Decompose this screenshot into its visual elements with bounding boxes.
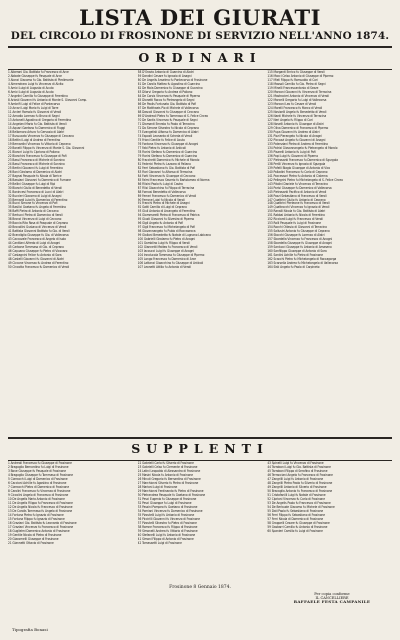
juror-entry: 11 De Angelis Filippo fu Francesco di Frosinone [8, 500, 73, 505]
juror-entry: 149 Quattrocchi Vincenzo fu Ignazio di Veroli [267, 205, 330, 210]
juror-entry: 105 Longo Francesco fu Domenico di Arce [137, 257, 197, 262]
juror-entry: 97 Gigli Francesco fu Michelangelo di Pofi [137, 225, 196, 230]
footer-date: Frosinone 8 Gennaio 1874. [169, 585, 231, 590]
juror-entry: 33 Bernardi Luigi fu Domenico di Ferentino [8, 197, 68, 202]
juror-entry: 28 Bassiani Giovanni fu Domenico di Fumone [8, 177, 71, 182]
juror-entry: 159 Santucci Giuseppe fu Antonio di Amaseno [267, 245, 332, 250]
juror-entry: 1 Alberoni Gio. Battista fu Francesco di Arce [8, 70, 69, 74]
juror-entry: 160 Sanfilippo Giuseppe di Antonio di Sora [267, 249, 327, 254]
juror-entry: 89 Ferrari Francesco fu Domenico di Veroli [137, 193, 197, 198]
juror-entry: 45 Carbone Tommaso di Gio. di Ceprano [8, 245, 64, 250]
juror-entry: 124 Morelli Francesco fu Marco di Veroli [267, 105, 323, 110]
juror-entry: 121 Mastrocieri Antonio di Vincenzo di Veroli [267, 93, 329, 98]
juror-entry: 16 Bellomoro Arturo fu Gervasio di Alatri [8, 129, 65, 134]
juror-entry: 44 Cantilani Alfredo di Luigi di Anagni [8, 241, 61, 246]
juror-entry: 36 Baffi Pietro di Antonio di Ceccano [8, 209, 59, 214]
ordinari-column [8, 70, 133, 269]
juror-entry: 54 De Berlaude Giacomo fu Michele di Frosinone [267, 504, 335, 509]
copy-note: Per copia conforme [314, 592, 350, 596]
juror-entry: 27 Marchionni Silverio fu Pietro di Frosinone [137, 480, 199, 485]
juror-entry: 140 Palladini Francesco fu Carlo di Ceprano [267, 169, 328, 174]
juror-entry: 59 Dandini Cesare fu Ignazio di Anagni [137, 73, 192, 78]
juror-entry: 88 Fornasi Benedetto di Vallecorsa [137, 189, 186, 194]
juror-entry: 42 Brandiglio Giuseppe fu Gio. di Vallecorsa [8, 233, 69, 238]
supplenti-column [8, 461, 133, 545]
juror-entry: 6 Amici Luigi di Augusto di Acuto [8, 89, 54, 94]
juror-entry: 31 Pesci Eugenio fu Giuseppe di Frosinone [137, 496, 197, 501]
juror-entry: 11 Arcieri Romolo fu Giovanni di Veroli [8, 109, 62, 114]
juror-entry: 2 Abbate Giuseppe fu Pasquale di Arce [8, 73, 62, 78]
juror-entry: 93 Giuli Antonio di Arcangelo di Ferentino [137, 209, 196, 214]
juror-entry: 32 Buccieri Giacomo di Luigi di Anagni [8, 193, 62, 198]
juror-entry: 158 Sbardella Giuseppe fu Giuseppe di Anagni [267, 241, 332, 246]
ordinari-column [267, 70, 392, 269]
juror-entry: 8 Ariosti Giovanni fu Antonio di Monte S. Giovanni Camp. [8, 97, 88, 102]
juror-entry: 60 De Angelis Anselmo fu Pontecorvo di Frosinone [137, 77, 208, 82]
juror-entry: 163 Scarsella Andrea fu Michelangelo di Vallecorsa [267, 261, 338, 266]
section-heading-supplenti: SUPPLENTI [131, 441, 269, 456]
section-heading-ordinari: ORDINARI [138, 50, 262, 65]
juror-entry: 70 De Santis Vincenzo fu Pasquale di Segni [137, 117, 198, 122]
juror-entry: 19 Bernardini Vincenzo fu Vittorio di Ceprano [8, 141, 71, 146]
juror-entry: 41 Battista Giovanni Battista fu Gio. di Veroli [8, 229, 70, 234]
juror-entry: 84 Forti Vincenzo fu Giuseppe di Ceccano [137, 173, 196, 178]
juror-entry: 14 Fortuna Pietro fu Ignazio di Frosinone [8, 512, 64, 517]
juror-entry: 49 Ciccone Vincenzo fu Andrea di Ferentino [8, 261, 69, 266]
juror-entry: 5 Amici Luigi di Augusto di Acuto [8, 85, 54, 90]
juror-entry: 123 Marconi Leo fu Cesare di Veroli [267, 101, 317, 106]
juror-entry: 15 Aquari Gaetano fu Domenico di Fiuggi [8, 125, 66, 130]
juror-entry: 45 Tarroboni Filippo di Serafino di Frosinone [267, 468, 328, 473]
juror-entry: 25 Bertini Giovanni fu Luigi di Ferentino [8, 165, 63, 170]
juror-entry: 41 Simoni Filippo di Antonio di Frosinone [137, 536, 194, 541]
juror-entry: 7 Ciarrocchi Pietro di Domenico di Frosinone [8, 484, 70, 489]
juror-entry: 35 Pizzutelli Luigi fu Antonio di Frosinone [137, 512, 195, 517]
juror-entry: 66 De Paolis Fortunato Gio. Battista di Pofi [137, 101, 197, 106]
juror-entry: 134 Patrizi Giovannangelo fu Pietrangelo di Morolo [267, 145, 338, 150]
juror-entry: 75 Frioni Gentile fu Felice di Acuto [137, 137, 185, 142]
signer-name: RAFFAELE FESTA CAMPANILE [293, 599, 371, 605]
juror-entry: 80 Fracchetti Domenico fu Michele di Morolo [137, 157, 200, 162]
juror-entry: 133 Potenziani Pietro di Andrea di Ferentino [267, 141, 328, 146]
juror-entry: 23 Gabrielli Celso fu Clemente di Frosinone [137, 464, 198, 469]
juror-entry: 141 Paccessori Pietro fu Antonio di Cisterna [267, 173, 328, 178]
juror-entry: 34 Bucci Simone fu Vincenzo di Pofi [8, 201, 58, 206]
juror-entry: 4 Almendraro Luigi fu Vincenzo di Alvito [8, 81, 64, 86]
juror-entry: 155 Sallustri Antonio fu Giuseppe di Ceprano [267, 229, 330, 234]
juror-entry: 25 Masini Nicola fu Antonio di Frosinone [137, 472, 193, 477]
juror-entry: 156 Stocchi Giuseppe fu Lorenzo di Alatri [267, 233, 325, 238]
juror-entry: 120 Marconi Giovanni fu Vincenzo di Terracina [267, 89, 332, 94]
footer [8, 592, 392, 605]
juror-entry: 104 Innalucola Tommaso fu Giuseppe di Piperno [137, 253, 205, 258]
juror-entry: 117 Mieli Filippo fu Romualdo di Cori [267, 77, 318, 82]
printer-note: Tipografia Bonasi [12, 627, 48, 632]
page-title: LISTA DEI GIURATI [79, 5, 321, 30]
supplenti-column [138, 461, 263, 545]
juror-entry: 36 Piccirilli Giovanni fu Vincenzo di Frosinone [137, 516, 200, 521]
juror-entry: 146 Pozzi Sebastiano di Francesco di Veroli [267, 193, 327, 198]
juror-entry: 7 Angelini Camillo fu Giuseppe di Ferentino [8, 93, 68, 98]
juror-entry: 26 Minuti Gregorio fu Bernardino di Frosinone [137, 476, 201, 481]
juror-entry: 35 Basilici Gaetano fu Angelo di Ferentino [8, 205, 66, 210]
page-subtitle: DEL CIRCOLO DI FROSINONE DI SERVIZIO NELL'ANNO 1874. [10, 30, 390, 42]
juror-entry: 18 Bettini Luigi di Andrea di Ferentino [8, 137, 61, 142]
juror-entry: 151 Rabbai Antonio fu Nicola di Ferentino [267, 213, 325, 218]
juror-entry: 127 Neri Angelo fu Filippo di Cori [267, 117, 313, 122]
juror-entry: 12 Amadio Lorenzo fu Bruno di Segni [8, 113, 60, 118]
juror-entry: 135 Pisarelli Antonio fu Luigi di Pofi [267, 149, 316, 154]
juror-entry: 42 Tomassetti Luigi di Frosinone [137, 540, 182, 545]
juror-entry: 130 Pupa Giovanni fu Andrea di Alatri [267, 129, 320, 134]
juror-entry: 17 Graziani Vincenzo fu Francesco di Frosinone [8, 524, 74, 529]
juror-entry: 61 De Carolis Matteo fu Agostino di Guarcino [137, 81, 200, 86]
juror-entry: 150 Ranalli Nicola fu Gio. Battista di Alatri [267, 209, 326, 214]
juror-entry: 40 Stefanelli Luigi fu Antonio di Frosinone [137, 532, 196, 537]
juror-entry: 162 Scacchi Pietro fu Michelangelo di Roccagorga [267, 257, 337, 262]
juror-entry: 15 Fortuna Filippo fu Ignazio di Frosinone [8, 516, 65, 521]
juror-entry: 38 Romne Francesco fu Filippo di Frosinone [137, 524, 198, 529]
juror-entry: 153 Rolli Pasquale fu Luigi di Frosinone [267, 221, 322, 226]
juror-entry: 23 Bassi Francesco di Michele di Sonnino [8, 157, 65, 162]
juror-entry: 47 Castagnini Felice fu Antonio di Sora [8, 253, 62, 258]
juror-entry: 37 Bertucci Pietro di Domenico di Veroli [8, 213, 63, 218]
juror-entry: 102 Giannetti Matteo fu Francesco di Veroli [137, 245, 198, 250]
juror-entry: 34 Pomiani Vincenzo fu Domenico di Frosinone [137, 508, 203, 513]
juror-entry: 4 Bragaglia Giuseppe fu Tommaso di Frosinone [8, 472, 73, 477]
juror-entry: 49 Zangrilli Antonio di Silverio di Frosinone [267, 484, 327, 489]
juror-entry: 24 Latini Leopoldo di Alessandro di Frosinone [137, 468, 201, 473]
juror-entry: 9 Ambrifi Luigi di Felice di Pontecorvo [8, 101, 60, 106]
supplenti-column [267, 461, 392, 545]
juror-entry: 129 Oliva Domenico di Francesco di Piperno [267, 125, 329, 130]
supplenti-list [8, 461, 392, 583]
juror-entry: 37 Pizzutelli Silvestro fu Pietro di Frosinone [137, 520, 197, 525]
juror-entry: 13 De Carolis Tommaso fu Angelo di Frosinone [8, 508, 73, 513]
juror-entry: 60 Spanieri Camillo fu Luigi di Frosinone [267, 528, 323, 533]
juror-entry: 52 Cipriani Vincenzo fu Carlo di Frosinone [267, 496, 325, 501]
juror-entry: 85 Falmi Francesco Saverio fu Bartolomeo di Norma [137, 177, 210, 182]
juror-entry: 132 Piccozzi Angelo fu Giovanni di Anagni [267, 137, 326, 142]
juror-entry: 27 Bagnai Pasquale fu Nicola di Torrice [8, 173, 62, 178]
juror-entry: 161 Santini Achille fu Pietro di Frosinone [267, 253, 323, 258]
juror-entry: 116 Mocci Celso Antonio di Giuseppe di Piperno [267, 73, 334, 78]
juror-entry: 46 Terracciani Angelo fu Francesco di Frosinone [267, 472, 333, 477]
juror-entry: 81 Federici Pietro fu Lazzaro di Paliano [137, 161, 191, 166]
juror-entry: 38 Bronzi Vincenzo di Luigi di Ceccano [8, 217, 62, 222]
juror-entry: 13 Antonelli Agostino di Gregorio di Ferentino [8, 117, 72, 122]
signer-title: IL CANCELLIERE [315, 596, 349, 601]
juror-entry: 77 Fabi Pietro fu Antonio di Anticoli [137, 145, 186, 150]
juror-entry: 43 Caccavale Francesco di Angelo di Isola [8, 237, 66, 242]
juror-entry: 47 Zangrilli Luigi fu Antonio di Frosinone [267, 476, 324, 481]
juror-entry: 71 Diamanti Ernesto fu Paolo di Terracina [137, 121, 195, 126]
juror-entry: 152 Ricciardi Luigi fu Francesco di Veroli [267, 217, 323, 222]
juror-entry: 138 Perilli Vincenzo fu Ignazio di Sgurgola [267, 161, 326, 166]
supplenti-columns [8, 461, 392, 545]
divider [8, 46, 392, 48]
juror-entry: 39 Boccia Rita Rosa di Pasquale di Ceprano [8, 221, 69, 226]
juror-entry: 58 Grappelli Cesare fu Giuseppe di Frosinone [267, 520, 330, 525]
juror-entry: 26 Boni Girolamo di Domenico di Alatri [8, 169, 62, 174]
juror-entry: 31 Bonincesi Francesco di Lucci di Alatri [8, 189, 64, 194]
juror-entry: 20 Bonelli Filippo fu Vincenzo di Monte S. Gio. Giovanni [8, 145, 85, 150]
juror-entry: 10 Arcari Luigi Mario fu Luigi di Torre [8, 105, 59, 110]
juror-entry: 6 Caccioni Achille fu Agostino di Frosinone [8, 480, 67, 485]
juror-entry: 10 De Angelis Maria Antonio di Frosinone [8, 496, 65, 501]
juror-entry: 94 Giommarelli Pietro di Francesco di Patrica [137, 213, 200, 218]
juror-entry: 144 Parisi Giuseppe fu Domenico di Vallecorsa [267, 185, 332, 190]
juror-entry: 72 Do Simone Silvestro fu Nicola di Ceprano [137, 125, 199, 130]
juror-entry: 43 Spinelli Luigi fu Vincenzo di Frosinone [267, 461, 324, 465]
juror-entry: 3 Bove Giuseppe fu Pasquale di Frosinone [8, 468, 66, 473]
juror-entry: 92 Gatti Camillo di Luigi di Ceprano [137, 205, 187, 210]
juror-entry: 2 Bragaglia Bernardino fu Luigi di Frosinone [8, 464, 69, 469]
juror-entry: 32 Pesci Giuseppe fu Luigi di Frosinone [137, 500, 192, 505]
juror-entry: 48 Castelli Giovanni fu Giovanni di Alatri [8, 257, 64, 262]
divider [8, 437, 392, 439]
juror-entry: 96 Gigli Angelo fu Antonio di Pofi [137, 221, 184, 226]
juror-entry: 55 Dati Paolo fu Sebastiano di Frosinone [267, 508, 324, 513]
juror-entry: 44 Tarroboni Luigi fu Gio. Battista di Frosinone [267, 464, 331, 469]
juror-entry: 28 Mariani Luigi di Frosinone [137, 484, 178, 489]
juror-entry: 99 Gialloni Benedetto fu Natale di Lugnano Labicano [137, 233, 211, 238]
juror-entry: 19 Gentile Nicola di Pietro di Frosinone [8, 532, 62, 537]
juror-entry: 139 Pofelli Biagio Giuseppe di Antonio di Vico [267, 165, 331, 170]
juror-entry: 46 Capuano Giuseppe fu Pietro di Vicovaro [8, 249, 68, 254]
juror-entry: 115 Morganti Enrico fu Giuseppe di Veroli [267, 70, 325, 74]
juror-entry: 33 Passini Pompeo fu Gaetano di Frosinone [137, 504, 198, 509]
juror-entry: 63 Dilorvi Gregorio fu Andrea di Paliano [137, 89, 193, 94]
juror-entry: 58 D'Orazio Antonio di Guarcino di Alatri [137, 70, 194, 74]
juror-entry: 29 Marchionni Ferdinando fu Pietro di Frosinone [137, 488, 204, 493]
juror-entry: 24 Bassi Francesco di Michele di Sonnino [8, 161, 65, 166]
signature-block [272, 592, 392, 605]
ordinari-column [138, 70, 263, 269]
juror-entry: 30 Pietrandrea Pasquale fu Gaetano di Frosinone [137, 492, 206, 497]
juror-entry: 83 Fiori Giovanni fu Alfonso di Terracina [137, 169, 193, 174]
juror-entry: 125 Noviselli Angelo fu Benedetto di Veroli [267, 109, 327, 114]
juror-entry: 29 Bellini Giuseppe fu Luigi di Ripi [8, 181, 56, 186]
juror-entry: 142 Pellegrini Pietro fu Michelangelo di S. Felice Circeo [267, 177, 343, 182]
juror-entry: 16 Graziani Gio. Battista fu Leonardo di Frosinone [8, 520, 77, 525]
juror-entry: 56 Ferri Filippo fu Sebastiano di Frosinone [267, 512, 325, 517]
juror-entry: 5 Ciarrocchi Luigi di Domenico di Frosinone [8, 476, 68, 481]
juror-entry: 147 Quattrini Giulio fu Antonio di Ceprano [267, 197, 326, 202]
juror-entry: 30 Bianchi Giulio di Benedetto di Veroli [8, 185, 62, 190]
juror-entry: 87 Filisi Gioacchino fu Filippo di Terracina [137, 185, 195, 190]
juror-entry: 8 Carolini Francesco fu Vincenzo di Frosinone [8, 488, 71, 493]
juror-entry: 100 Gabrielli Girolamo fu Pietro di Anagni [137, 237, 196, 242]
juror-entry: 148 Quattrini Pierleone fu Francesco di Veroli [267, 201, 330, 206]
juror-entry: 74 Esposti Leonardo di Scheda di Veroli [137, 133, 193, 138]
juror-entry: 90 Ferrone Luigi fu Nicola di Veroli [137, 197, 185, 202]
juror-entry: 128 Novelli Antonio fu Giuseppe di Alatri [267, 121, 324, 126]
juror-entry: 164 Sisti Angelo fu Paolo di Carpineto [267, 265, 320, 270]
juror-entry: 145 Pietrosanti Pacifico di Antonio di Veroli [267, 189, 327, 194]
juror-entry: 86 Filisini Paolo fu Luigi di Castro [137, 181, 183, 186]
juror-entry: 126 Nardi Michele fu Vincenzo di Terracina [267, 113, 327, 118]
juror-entry: 1 Andreoli Francesco fu Giuseppe di Frosinone [8, 461, 72, 465]
juror-entry: 79 Fiorini Stefano fu Domenico di Guarcino [137, 153, 198, 158]
juror-entry: 122 Marcelli Gregorio fu Luigi di Vallecorsa [267, 97, 327, 102]
juror-entry: 12 De Angelis Nicola fu Francesco di Frosinone [8, 504, 73, 509]
juror-entry: 101 Gamblino Luigi fu Filippo di Veroli [137, 241, 190, 246]
juror-entry: 53 De Angelis Paolo fu Francesco di Frosinone [267, 500, 331, 505]
juror-entry: 48 Zangrilli Pietro Paolo fu Silverio di Frosinone [267, 480, 333, 485]
juror-entry: 119 Minelli Francescantonio di Sezze [267, 85, 319, 90]
juror-entry: 40 Brovollini Gustavo di Vincenzo di Veroli [8, 225, 67, 230]
juror-entry: 118 Massoli Camillo fu Gio. Pietro di Segni [267, 81, 326, 86]
juror-entry: 50 Bracaglia Antonio fu Francesco di Frosinone [267, 488, 333, 493]
juror-entry: 64 De Corsis Vincenzo fu Pasquale di Piperno [137, 93, 201, 98]
juror-entry: 106 Lattanzi Gioacchino fu Giuseppe di Anticoli [137, 261, 204, 266]
juror-entry: 82 Ferri Sebastiano fu Gio. Battista di Pofi [137, 165, 196, 170]
juror-entry: 69 D'Andreoli Pietro fu Tommaso di S. Felice Circeo [137, 113, 208, 118]
juror-entry: 157 Sbardella Vincenzo fu Francesco di Anagni [267, 237, 333, 242]
juror-entry: 21 Biancri Luigi fu Cipriano di Paliano [8, 149, 60, 154]
juror-entry: 51 Cristofanilli Luigi fu Natale di Frosinone [267, 492, 326, 497]
juror-entry: 20 Giacomelli Giuseppe di Frosinone [8, 536, 59, 541]
juror-entry: 39 Simonelli Andrea fu Vittorio di Frosinone [137, 528, 198, 533]
juror-entry: 57 Ferri Nicola di Domenico di Frosinone [267, 516, 324, 521]
juror-entry: 73 Evangelisti Alfonso fu Domenico di Alatri [137, 129, 199, 134]
juror-entry: 18 Guglielmi Domenico Antonio di Frosinone [8, 528, 70, 533]
juror-entry: 50 Cincotta Francesco fu Domenico di Veroli [8, 265, 70, 270]
juror-entry: 143 Pitolini Daniele fu Vincenzo di Terracina [267, 181, 328, 186]
juror-entry: 17 Bussucato Vincenzo fu Giuseppe di Ceccano [8, 133, 74, 138]
juror-entry: 98 Giovannangelo fu Pubio di Roccasecca [137, 229, 196, 234]
juror-entry: 154 Rocchi Ottavio di Giovanni di Terracina [267, 225, 327, 230]
juror-entry: 62 De Mola Domenico fu Giuseppe di Guarcino [137, 85, 203, 90]
juror-entry: 136 Popi Luigi fu Giovanni di Piperno [267, 153, 319, 158]
ordinari-list [8, 70, 392, 434]
juror-entry: 3 Alonzi Giacomo fu Gio. Battista di Piedimonte [8, 77, 74, 82]
juror-entry: 137 Pietrosanti Francesco fu Domenico di Sgurgola [267, 157, 338, 162]
juror-entry: 59 Gasbarri Camillo fu Antonio di Frosinone [267, 524, 328, 529]
juror-entry: 22 Gabrielli Carlo fu Silverio di Frosinone [137, 461, 194, 465]
juror-entry: 14 Angelani Mario fu Gio. Battista di Veroli [8, 121, 67, 126]
ordinari-columns [8, 70, 392, 269]
juror-entry: 95 Giusti Giovanni fu Silvestro di Piperno [137, 217, 195, 222]
juror-entry: 91 Franchi Pietro di Michele di Anagni [137, 201, 190, 206]
juror-entry: 103 Iacoucci Luigi fu Giuseppe di Anagni [137, 249, 195, 254]
juror-entry: 78 Fiorini Stefano fu Domenico di Guarcino [137, 149, 198, 154]
juror-entry: 131 Pizzi Pierangelo fu Nicola di Anagni [267, 133, 322, 138]
juror-entry: 68 Dascoli Giovanni fu Giuseppe di Ceccano [137, 109, 199, 114]
juror-entry: 22 Bianchini Francesco fu Giuseppe di Pofi [8, 153, 67, 158]
juror-entry: 67 De Matthaeis Pio di Michele di Vallecorsa [137, 105, 199, 110]
juror-entry: 21 Giannetti Ottavio di Frosinone [8, 540, 54, 545]
juror-entry: 65 Dionetti Rocco fu Pietrangelo di Segni [137, 97, 195, 102]
juror-entry: 107 Leonetti Attilio fu Antonio di Veroli [137, 265, 191, 270]
juror-entry: 76 Fontana Vincenzo fu Giuseppe di Anagni [137, 141, 199, 146]
juror-entry: 9 Ciccolini Angelo di Francesco di Frosinone [8, 492, 69, 497]
